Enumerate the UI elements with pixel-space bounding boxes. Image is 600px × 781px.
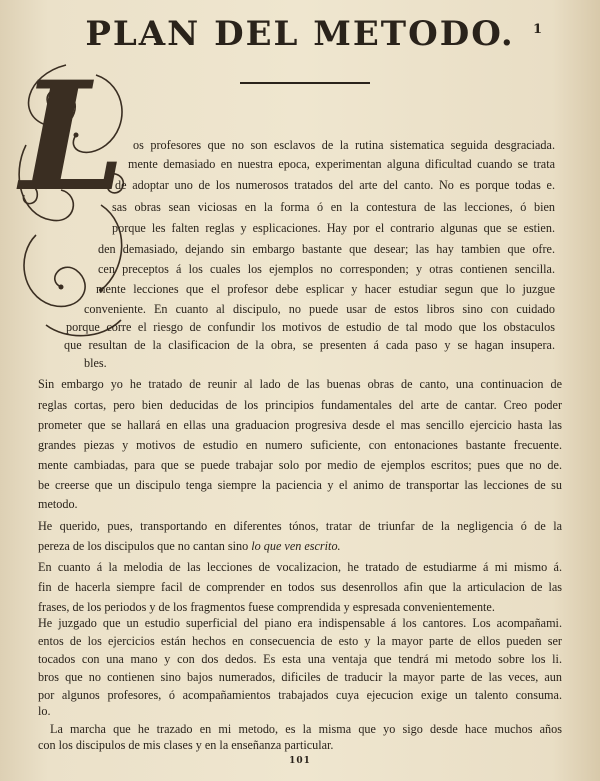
title-divider xyxy=(240,82,370,84)
paragraph-2-line-5: mente cambiadas, para que se puede trabajar solo por medio de ejemplos escritos; pues que no de. xyxy=(38,458,562,472)
paragraph-1-line-12: bles. xyxy=(84,356,107,370)
paragraph-5-line-3: tocados con una mano y con dos dedos. Es esta una ventaja que tendrá mi metodo sobre los li. xyxy=(38,652,562,666)
paragraph-4-line-1: En cuanto á la melodia de las lecciones de vocalizacion, he tratado de estudiarme á mi mismo á. xyxy=(38,560,562,574)
paragraph-1-line-10: porque corre el riesgo de confundir los motivos de estudio de tal modo que los obstaculos xyxy=(66,320,555,334)
paragraph-3-line-2 xyxy=(38,539,341,554)
paragraph-1-line-8: mente lecciones que el profesor debe esplicar y hacer estudiar segun que lo juzgue xyxy=(96,282,555,296)
paragraph-6-line-2: con los discipulos de mis clases y en la enseñanza particular. xyxy=(38,738,334,752)
paragraph-2-line-3: prometer que se hallará en ellas una graduacion progresiva desde el mas sencillo ejercicio hasta las xyxy=(38,418,562,432)
paragraph-2-line-7: metodo. xyxy=(38,497,78,511)
paragraph-1-line-5: porque les falten reglas y esplicaciones. Hay por el contrario algunas que se estien. xyxy=(112,221,555,235)
paragraph-6-line-1: La marcha que he trazado en mi metodo, es la misma que yo sigo desde hace muchos años xyxy=(50,722,562,736)
drop-cap: L xyxy=(20,49,126,225)
paragraph-5-line-6: lo. xyxy=(38,704,51,718)
paragraph-4-line-2: fin de hacerla siempre facil de comprender en todos sus desenrollos afin que la articulacion de las xyxy=(38,580,562,594)
paragraph-1-line-9: conveniente. En cuanto al discipulo, no puede usar de estos libros sino con cuidado xyxy=(84,302,555,316)
paragraph-2-line-1: Sin embargo yo he tratado de reunir al lado de las buenas obras de canto, una continuacion de xyxy=(38,377,562,391)
paragraph-5-line-1: He juzgado que un estudio superficial del piano era indispensable á los cantores. Los acompañami. xyxy=(38,616,562,630)
paragraph-1-line-2: mente demasiado en nuestra epoca, experimentan alguna dificultad cuando se trata xyxy=(128,157,555,171)
paragraph-1-line-7: cen preceptos á los cuales los ejemplos no corresponden; y otras contienen sencilla. xyxy=(98,262,555,276)
paragraph-2-line-4: grandes piezas y motivos de estudio en numero suficiente, con entonaciones bastante frecuente. xyxy=(38,438,562,452)
page-number: 1 xyxy=(532,22,542,37)
paragraph-3-line-1: He querido, pues, transportando en diferentes tónos, tratar de triunfar de la negligencia ó de la xyxy=(38,519,562,533)
paragraph-1-line-6: den demasiado, dejando sin embargo bastante que desear; las hay tambien que ofre. xyxy=(98,242,555,256)
paragraph-5-line-5: por algunos profesores, ó acompañamientos trabajados cuya ejecucion exige un talento consuma. xyxy=(38,688,562,702)
paragraph-3-roman-text: pereza de los discipulos que no cantan sino xyxy=(38,539,249,553)
paragraph-5-line-2: entos de los ejercicios están hechos en consecuencia de esto y la mayor parte de ellos pueden ser xyxy=(38,634,562,648)
paragraph-1-line-3: de adoptar uno de los numerosos tratados del arte del canto. No es porque todas e. xyxy=(115,178,555,192)
paragraph-1-line-11: que resultan de la clasificacion de la obra, se presenten á cada paso y se hagan insupera. xyxy=(64,338,555,352)
paragraph-3-italic-text: lo que ven escrito. xyxy=(251,539,341,553)
page-title: PLAN DEL METODO. xyxy=(85,14,515,54)
paragraph-4-line-3: frases, de los periodos y de los fragmentos fuese comprendida y espresada convenientemente. xyxy=(38,600,495,614)
paragraph-1-line-4: sas obras sean viciosas en la forma ó en la contestura de las lecciones, ó bien xyxy=(112,200,555,214)
paragraph-5-line-4: bros que no contienen sino bajos numerados, dificiles de traducir la mayor parte de las veces, aun xyxy=(38,670,562,684)
paragraph-1-line-1: os profesores que no son esclavos de la rutina sistematica seguida desgraciada. xyxy=(133,138,555,152)
paragraph-2-line-6: be creerse que un discipulo tenga siempre la paciencia y el animo de transportar las lecciones de su xyxy=(38,478,562,492)
footer-number: 101 xyxy=(289,756,311,766)
paragraph-2-line-2: reglas cortas, pero bien deducidas de los principios fundamentales del arte de cantar. Creo poder xyxy=(38,398,562,412)
